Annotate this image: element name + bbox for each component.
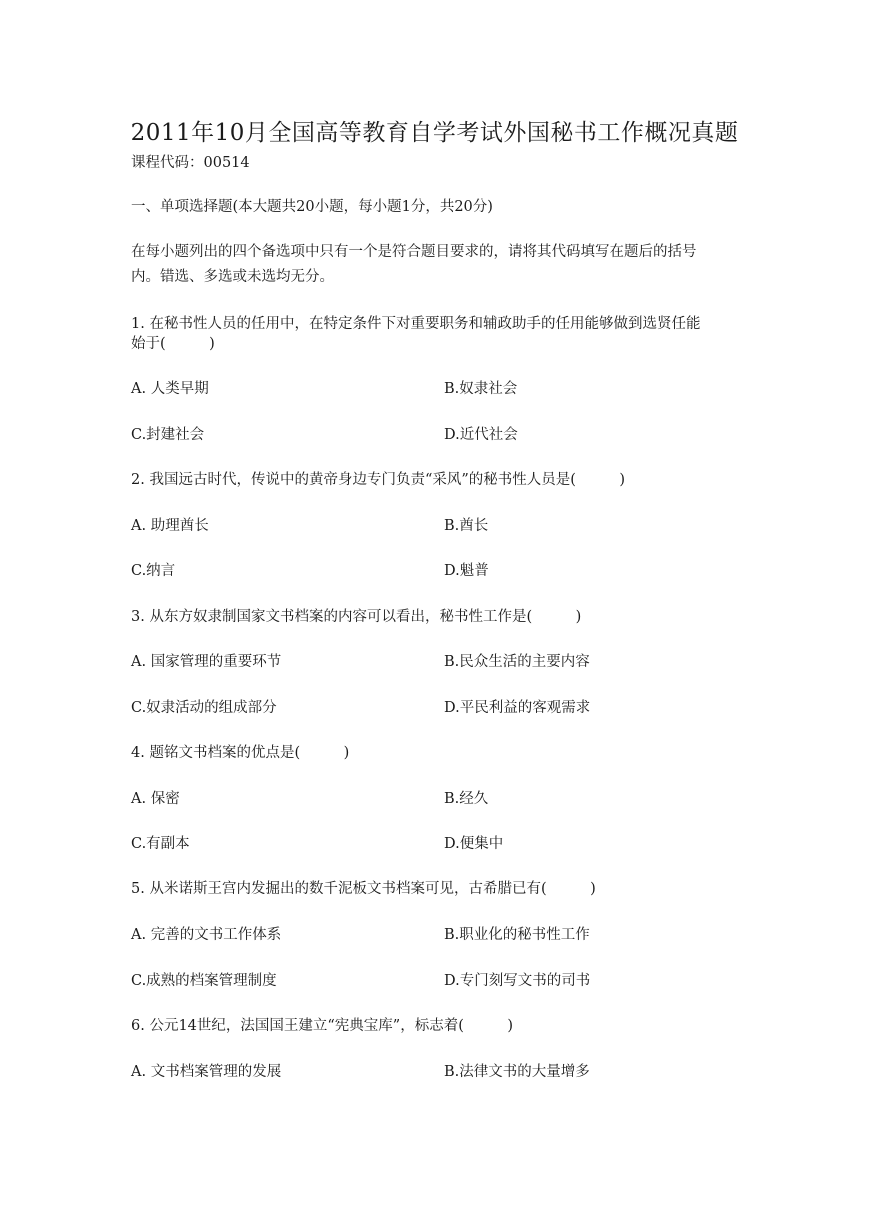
question-5-stem: 5. 从米诺斯王宫内发掘出的数千泥板文书档案可见，古希腊已有( ): [131, 881, 596, 897]
question-3-option-b: B.民众生活的主要内容: [444, 654, 590, 670]
question-1-option-b: B.奴隶社会: [444, 381, 518, 397]
question-5-option-b: B.职业化的秘书性工作: [444, 927, 590, 943]
question-4-stem: 4. 题铭文书档案的优点是( ): [131, 745, 350, 761]
course-code: 课程代码：00514: [131, 155, 250, 171]
question-4-option-a: A. 保密: [131, 791, 180, 807]
question-1-stem: 1. 在秘书性人员的任用中，在特定条件下对重要职务和辅政助手的任用能够做到选贤任能: [131, 316, 701, 332]
question-5-option-a: A. 完善的文书工作体系: [131, 927, 282, 943]
question-2-option-d: D.魁普: [444, 563, 489, 579]
question-3-stem: 3. 从东方奴隶制国家文书档案的内容可以看出，秘书性工作是( ): [131, 609, 582, 625]
question-3-option-d: D.平民利益的客观需求: [444, 700, 591, 716]
question-6-option-b: B.法律文书的大量增多: [444, 1064, 590, 1080]
question-6-option-a: A. 文书档案管理的发展: [131, 1064, 282, 1080]
question-5-option-d: D.专门刻写文书的司书: [444, 973, 591, 989]
question-2-stem: 2. 我国远古时代，传说中的黄帝身边专门负责“采风”的秘书性人员是( ): [131, 472, 626, 488]
question-3-option-c: C.奴隶活动的组成部分: [131, 700, 277, 716]
document-title: 2011年10月全国高等教育自学考试外国秘书工作概况真题: [130, 120, 739, 146]
question-6-stem: 6. 公元14世纪，法国国王建立“宪典宝库”，标志着( ): [131, 1018, 514, 1034]
question-1-option-a: A. 人类早期: [131, 381, 209, 397]
question-2-option-b: B.酋长: [444, 518, 489, 534]
question-2-option-c: C.纳言: [131, 563, 176, 579]
question-1-stem-cont: 始于( ): [131, 336, 215, 352]
question-1-option-c: C.封建社会: [131, 427, 205, 443]
instructions-line-2: 内。错选、多选或未选均无分。: [131, 269, 334, 285]
question-2-option-a: A. 助理酋长: [131, 518, 209, 534]
question-3-option-a: A. 国家管理的重要环节: [131, 654, 282, 670]
question-5-option-c: C.成熟的档案管理制度: [131, 973, 277, 989]
section-heading: 一、单项选择题(本大题共20小题，每小题1分，共20分): [131, 199, 493, 215]
question-4-option-b: B.经久: [444, 791, 489, 807]
instructions-line-1: 在每小题列出的四个备选项中只有一个是符合题目要求的，请将其代码填写在题后的括号: [131, 244, 697, 260]
question-4-option-c: C.有副本: [131, 836, 190, 852]
question-4-option-d: D.便集中: [444, 836, 504, 852]
question-1-option-d: D.近代社会: [444, 427, 518, 443]
